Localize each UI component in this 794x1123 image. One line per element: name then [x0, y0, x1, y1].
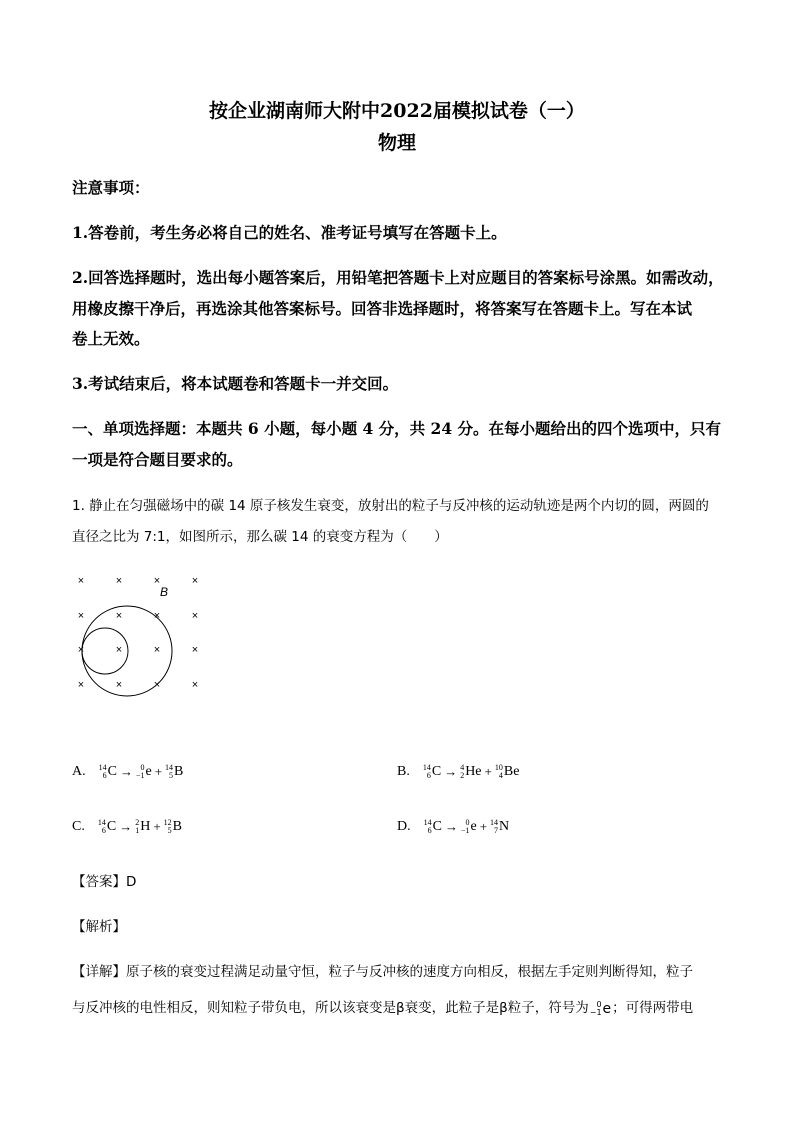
atomic-number: 1: [135, 826, 140, 835]
answer-line: [72, 870, 136, 890]
field-cross-mark: ×: [191, 644, 199, 656]
nuclide-symbol: [590, 1001, 611, 1017]
field-cross-mark: ×: [191, 679, 199, 691]
field-cross-mark: ×: [191, 575, 199, 587]
atomic-number: −1: [135, 771, 145, 780]
element-symbol: B: [172, 819, 182, 834]
element-symbol: N: [499, 819, 510, 834]
element-symbol: C: [107, 764, 117, 779]
field-cross-mark: ×: [153, 575, 161, 587]
mass-number: 0: [596, 1000, 602, 1009]
element-symbol: Be: [503, 764, 520, 779]
field-cross-mark: ×: [153, 679, 161, 691]
field-cross-mark: ×: [77, 575, 85, 587]
field-cross-mark: ×: [77, 679, 85, 691]
option-a[interactable]: [72, 764, 184, 780]
notes-item: 2.回答选择题时，选出每小题答案后，用铅笔把答题卡上对应题目的答案标号涂黑。如需改动，: [72, 268, 724, 287]
magnetic-field-figure: [68, 568, 218, 703]
field-crosses: [78, 575, 198, 691]
field-cross-mark: ×: [153, 610, 161, 622]
mass-number: 4: [460, 763, 465, 772]
nuclide-symbol: [490, 819, 509, 835]
field-cross-mark: ×: [153, 644, 161, 656]
option-letter: B.: [397, 764, 410, 779]
option-b[interactable]: [397, 764, 520, 780]
element-symbol: e: [602, 1001, 612, 1017]
atomic-number: 5: [169, 771, 174, 780]
atomic-number: 4: [498, 771, 503, 780]
option-c[interactable]: [72, 819, 183, 835]
operator: +: [154, 764, 163, 779]
element-symbol: C: [106, 819, 117, 834]
answer-tag: 【答案】: [72, 874, 126, 890]
electron-symbol: [589, 995, 612, 1017]
option-letter: C.: [72, 819, 85, 834]
mass-number: 10: [494, 763, 503, 772]
element-symbol: B: [174, 764, 184, 779]
option-d[interactable]: [397, 819, 510, 835]
operator: →: [444, 764, 458, 779]
atomic-number: 6: [426, 771, 431, 780]
nuclide-symbol: [424, 819, 442, 835]
field-cross-mark: ×: [191, 610, 199, 622]
notes-item: 3.考试结束后，将本试题卷和答题卡一并交回。: [72, 374, 399, 393]
field-cross-mark: ×: [77, 610, 85, 622]
atomic-number: −1: [460, 826, 470, 835]
nuclide-symbol: [98, 819, 116, 835]
mass-number: 0: [465, 818, 470, 827]
detail-line-cont: [72, 995, 693, 1017]
operator: →: [119, 819, 133, 834]
nuclide-symbol: [423, 764, 441, 780]
detail-text: ；可得两带电: [612, 1000, 694, 1016]
detail-tag: 【详解】: [72, 964, 126, 980]
mass-number: 14: [98, 763, 107, 772]
operator: →: [444, 819, 458, 834]
mass-number: 2: [135, 818, 140, 827]
operator: +: [153, 819, 161, 834]
nuclide-symbol: [135, 819, 150, 835]
field-cross-mark: ×: [115, 610, 123, 622]
analysis-tag: 【解析】: [72, 919, 126, 935]
atomic-number: 7: [494, 826, 499, 835]
element-symbol: He: [465, 764, 482, 779]
mass-number: 14: [422, 763, 431, 772]
field-cross-mark: ×: [77, 644, 85, 656]
mass-number: 14: [165, 763, 174, 772]
atomic-number: 6: [427, 826, 432, 835]
section-heading: 一、单项选择题：本题共 6 小题，每小题 4 分，共 24 分。在每小题给出的四个选项中，只有: [72, 419, 722, 438]
atomic-number: 6: [102, 771, 107, 780]
operator: +: [479, 819, 488, 834]
notes-heading: 注意事项：: [72, 178, 150, 197]
mass-number: 0: [140, 763, 145, 772]
nuclide-symbol: [164, 819, 182, 835]
mass-number: 14: [97, 818, 106, 827]
element-symbol: C: [431, 764, 442, 779]
atomic-number: 5: [167, 826, 172, 835]
element-symbol: e: [470, 819, 477, 834]
detail-line: [72, 960, 693, 980]
section-heading-cont: 一项是符合题目要求的。: [72, 450, 243, 469]
question-stem-cont: 直径之比为 7:1，如图所示，那么碳 14 的衰变方程为（ ）: [72, 529, 448, 545]
question-stem: 1. 静止在匀强磁场中的碳 14 原子核发生衰变，放射出的粒子与反冲核的运动轨迹是两个内切的圆，两圆的: [72, 498, 709, 514]
exam-title: 按企业湖南师大附中2022届模拟试卷（一）: [209, 100, 585, 122]
nuclide-symbol: [99, 764, 117, 780]
mass-number: 14: [423, 818, 432, 827]
atomic-number: 2: [460, 771, 465, 780]
operator: +: [484, 764, 492, 779]
nuclide-symbol: [460, 764, 481, 780]
option-letter: D.: [397, 819, 411, 834]
mass-number: 14: [490, 818, 499, 827]
answer-value: D: [126, 874, 137, 890]
nuclide-symbol: [165, 764, 183, 780]
notes-item: 用橡皮擦干净后，再选涂其他答案标号。回答非选择题时，将答案写在答题卡上。写在本试: [72, 299, 693, 318]
notes-item: 卷上无效。: [72, 329, 150, 348]
notes-item: 1.答卷前，考生务必将自己的姓名、准考证号填写在答题卡上。: [72, 223, 507, 242]
nuclide-symbol: [495, 764, 520, 780]
element-symbol: e: [145, 764, 152, 779]
element-symbol: C: [432, 819, 442, 834]
field-cross-mark: ×: [115, 575, 123, 587]
option-letter: A.: [72, 764, 86, 779]
nuclide-symbol: [461, 819, 477, 835]
nuclide-symbol: [136, 764, 152, 780]
atomic-number: 6: [101, 826, 106, 835]
operator: →: [119, 764, 133, 779]
mass-number: 12: [163, 818, 172, 827]
detail-text: 原子核的衰变过程满足动量守恒，粒子与反冲核的速度方向相反，根据左手定则判断得知，粒子: [126, 964, 693, 980]
atomic-number: −1: [589, 1008, 602, 1017]
field-cross-mark: ×: [115, 644, 123, 656]
field-cross-mark: ×: [115, 679, 123, 691]
subject-title: 物理: [377, 132, 416, 154]
element-symbol: H: [140, 819, 151, 834]
field-label: B: [160, 585, 169, 599]
detail-text: 与反冲核的电性相反，则知粒子带负电，所以该衰变是β衰变，此粒子是β粒子，符号为: [72, 1000, 589, 1016]
